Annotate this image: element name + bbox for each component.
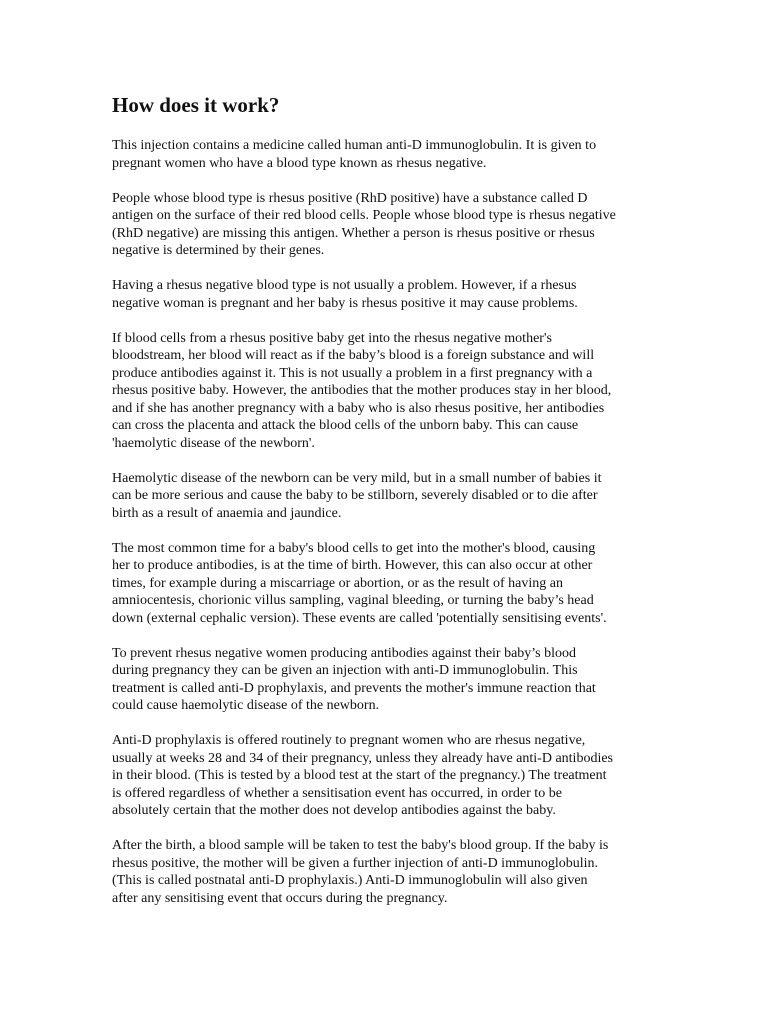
text-line: down (external cephalic version). These events are called 'potentially sensitising events'. [112,610,607,626]
text-line: The most common time for a baby's blood cells to get into the mother's blood, causing [112,540,596,556]
page-title: How does it work? [112,93,280,117]
text-line: negative is determined by their genes. [112,243,325,258]
paragraph [112,645,642,715]
paragraph [112,137,642,172]
paragraph [112,470,642,523]
text-line: amniocentesis, chorionic villus sampling, vaginal bleeding, or turning the baby’s head [112,593,594,608]
paragraph [112,837,642,907]
text-line: produce antibodies against it. This is not usually a problem in a first pregnancy with a [112,365,593,381]
text-line: absolutely certain that the mother does not develop antibodies against the baby. [112,803,556,818]
text-line: treatment is called anti-D prophylaxis, and prevents the mother's immune reaction that [112,680,596,696]
text-line: antigen on the surface of their red blood cells. People whose blood type is rhesus negative [112,208,616,223]
text-line: pregnant women who have a blood type known as rhesus negative. [112,155,487,171]
text-line: her to produce antibodies, is at the time of birth. However, this can also occur at other [112,558,593,573]
text-line: is offered regardless of whether a sensitisation event has occurred, in order to be [112,785,562,801]
text-line: usually at weeks 28 and 34 of their pregnancy, unless they already have anti-D antibodies [112,750,613,766]
text-line: To prevent rhesus negative women producing antibodies against their baby’s blood [112,645,577,661]
text-line: If blood cells from a rhesus positive baby get into the rhesus negative mother's [112,330,552,346]
paragraph [112,330,642,453]
text-line: After the birth, a blood sample will be taken to test the baby's blood group. If the baby is [112,838,609,853]
text-line: after any sensitising event that occurs during the pregnancy. [112,890,448,906]
text-line: in their blood. (This is tested by a blood test at the start of the pregnancy.) The treatment [112,768,607,783]
paragraph [112,540,642,628]
text-line: can cross the placenta and attack the blood cells of the unborn baby. This can cause [112,418,579,433]
text-line: rhesus positive baby. However, the antibodies that the mother produces stay in her blood, [112,383,612,398]
document-page [112,90,642,925]
text-line: could cause haemolytic disease of the newborn. [112,698,380,713]
text-line: and if she has another pregnancy with a baby who is also rhesus positive, her antibodies [112,400,605,416]
text-line: (RhD negative) are missing this antigen. Whether a person is rhesus positive or rhesus [112,225,595,241]
text-line: Haemolytic disease of the newborn can be very mild, but in a small number of babies it [112,470,602,486]
paragraph [112,277,642,312]
text-line: times, for example during a miscarriage or abortion, or as the result of having an [112,575,563,591]
document-body [112,137,642,907]
text-line: This injection contains a medicine called human anti-D immunoglobulin. It is given to [112,138,597,153]
text-line: Having a rhesus negative blood type is not usually a problem. However, if a rhesus [112,278,577,293]
text-line: birth as a result of anaemia and jaundice. [112,505,342,521]
paragraph [112,190,642,260]
text-line: 'haemolytic disease of the newborn'. [112,435,315,451]
text-line: negative woman is pregnant and her baby is rhesus positive it may cause problems. [112,295,578,311]
text-line: rhesus positive, the mother will be given a further injection of anti-D immunoglobulin. [112,855,599,871]
text-line: bloodstream, her blood will react as if the baby’s blood is a foreign substance and will [112,348,595,363]
text-line: Anti-D prophylaxis is offered routinely to pregnant women who are rhesus negative, [112,733,586,748]
text-line: during pregnancy they can be given an injection with anti-D immunoglobulin. This [112,663,578,678]
text-line: People whose blood type is rhesus positive (RhD positive) have a substance called D [112,190,588,206]
text-line: can be more serious and cause the baby to be stillborn, severely disabled or to die after [112,488,598,503]
paragraph [112,732,642,820]
text-line: (This is called postnatal anti-D prophylaxis.) Anti-D immunoglobulin will also given [112,873,588,888]
